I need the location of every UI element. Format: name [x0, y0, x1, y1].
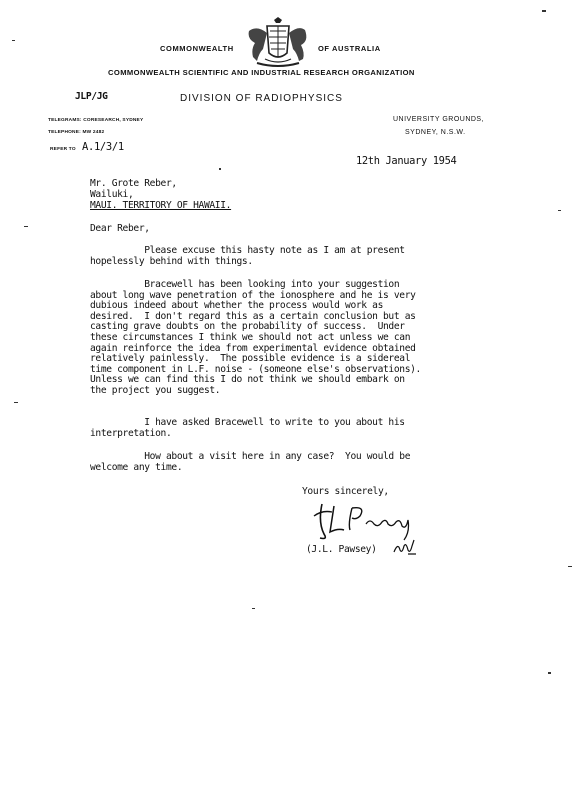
scan-mark: [252, 608, 255, 609]
paragraph-line: these circumstances I think we should not act unless we can: [90, 331, 411, 343]
scan-mark: [542, 10, 546, 12]
scan-mark: [568, 566, 572, 567]
paragraph-line: interpretation.: [90, 427, 172, 439]
body-paragraph: [90, 280, 490, 397]
scan-mark: [12, 40, 15, 41]
address-line-2: SYDNEY, N.S.W.: [405, 129, 466, 136]
scan-mark: [548, 672, 551, 674]
paragraph-line: casting grave doubts on the probability of success. Under: [90, 321, 405, 333]
paragraph-line: the project you suggest.: [90, 384, 221, 396]
letterhead-division: DIVISION OF RADIOPHYSICS: [180, 93, 343, 104]
letterhead-commonwealth: COMMONWEALTH: [160, 44, 234, 53]
paragraph-line: desired. I don't regard this as a certain conclusion but as: [90, 310, 416, 322]
handwritten-initials: [392, 538, 418, 556]
letterhead-of-australia: OF AUSTRALIA: [318, 44, 381, 53]
salutation: Dear Reber,: [90, 223, 150, 234]
reference-initials: JLP/JG: [75, 91, 108, 102]
recipient-line: Wailuki,: [90, 189, 134, 200]
paragraph-line: welcome any time.: [90, 461, 183, 473]
paragraph-line: How about a visit here in any case? You would be: [90, 451, 411, 462]
paragraph-line: about long wave penetration of the ionosphere and he is very: [90, 289, 416, 301]
paragraph-line: time component in L.F. noise - (someone else's observations).: [90, 363, 421, 375]
refer-to-label: REFER TO: [50, 147, 76, 152]
address-line-1: UNIVERSITY GROUNDS,: [393, 116, 485, 123]
scan-mark: [14, 402, 18, 403]
telegrams-line: TELEGRAMS: CORESEARCH, SYDNEY: [48, 118, 144, 123]
recipient-line: Mr. Grote Reber,: [90, 178, 177, 189]
scan-mark: [24, 226, 28, 227]
body-paragraph: [90, 452, 490, 473]
body-paragraph: [90, 418, 490, 439]
paragraph-line: I have asked Bracewell to write to you about his: [90, 417, 405, 428]
paragraph-line: dubious indeed about whether the process would work as: [90, 300, 384, 312]
telephone-line: TELEPHONE: MW 2482: [48, 130, 105, 135]
letter-date: 12th January 1954: [356, 155, 457, 167]
refer-to-number: A.1/3/1: [82, 141, 124, 153]
paragraph-line: again reinforce the idea from experimental evidence obtained: [90, 342, 416, 354]
signature-name: (J.L. Pawsey): [306, 544, 377, 555]
coat-of-arms-icon: [243, 17, 313, 69]
paragraph-line: Bracewell has been looking into your suggestion: [90, 279, 400, 290]
scan-mark: [558, 210, 561, 211]
body-paragraph: [90, 246, 490, 267]
scan-mark: [219, 168, 221, 170]
paragraph-line: relatively painlessly. The possible evidence is a sidereal: [90, 353, 411, 365]
paragraph-line: hopelessly behind with things.: [90, 255, 253, 267]
handwritten-signature: [308, 498, 426, 542]
closing: Yours sincerely,: [302, 486, 389, 497]
paragraph-line: Unless we can find this I do not think we should embark on: [90, 374, 405, 386]
recipient-line: MAUI. TERRITORY OF HAWAII.: [90, 200, 232, 211]
paragraph-line: Please excuse this hasty note as I am at present: [90, 245, 405, 256]
letterhead-organization: COMMONWEALTH SCIENTIFIC AND INDUSTRIAL RESEARCH ORGANIZATION: [108, 68, 415, 77]
